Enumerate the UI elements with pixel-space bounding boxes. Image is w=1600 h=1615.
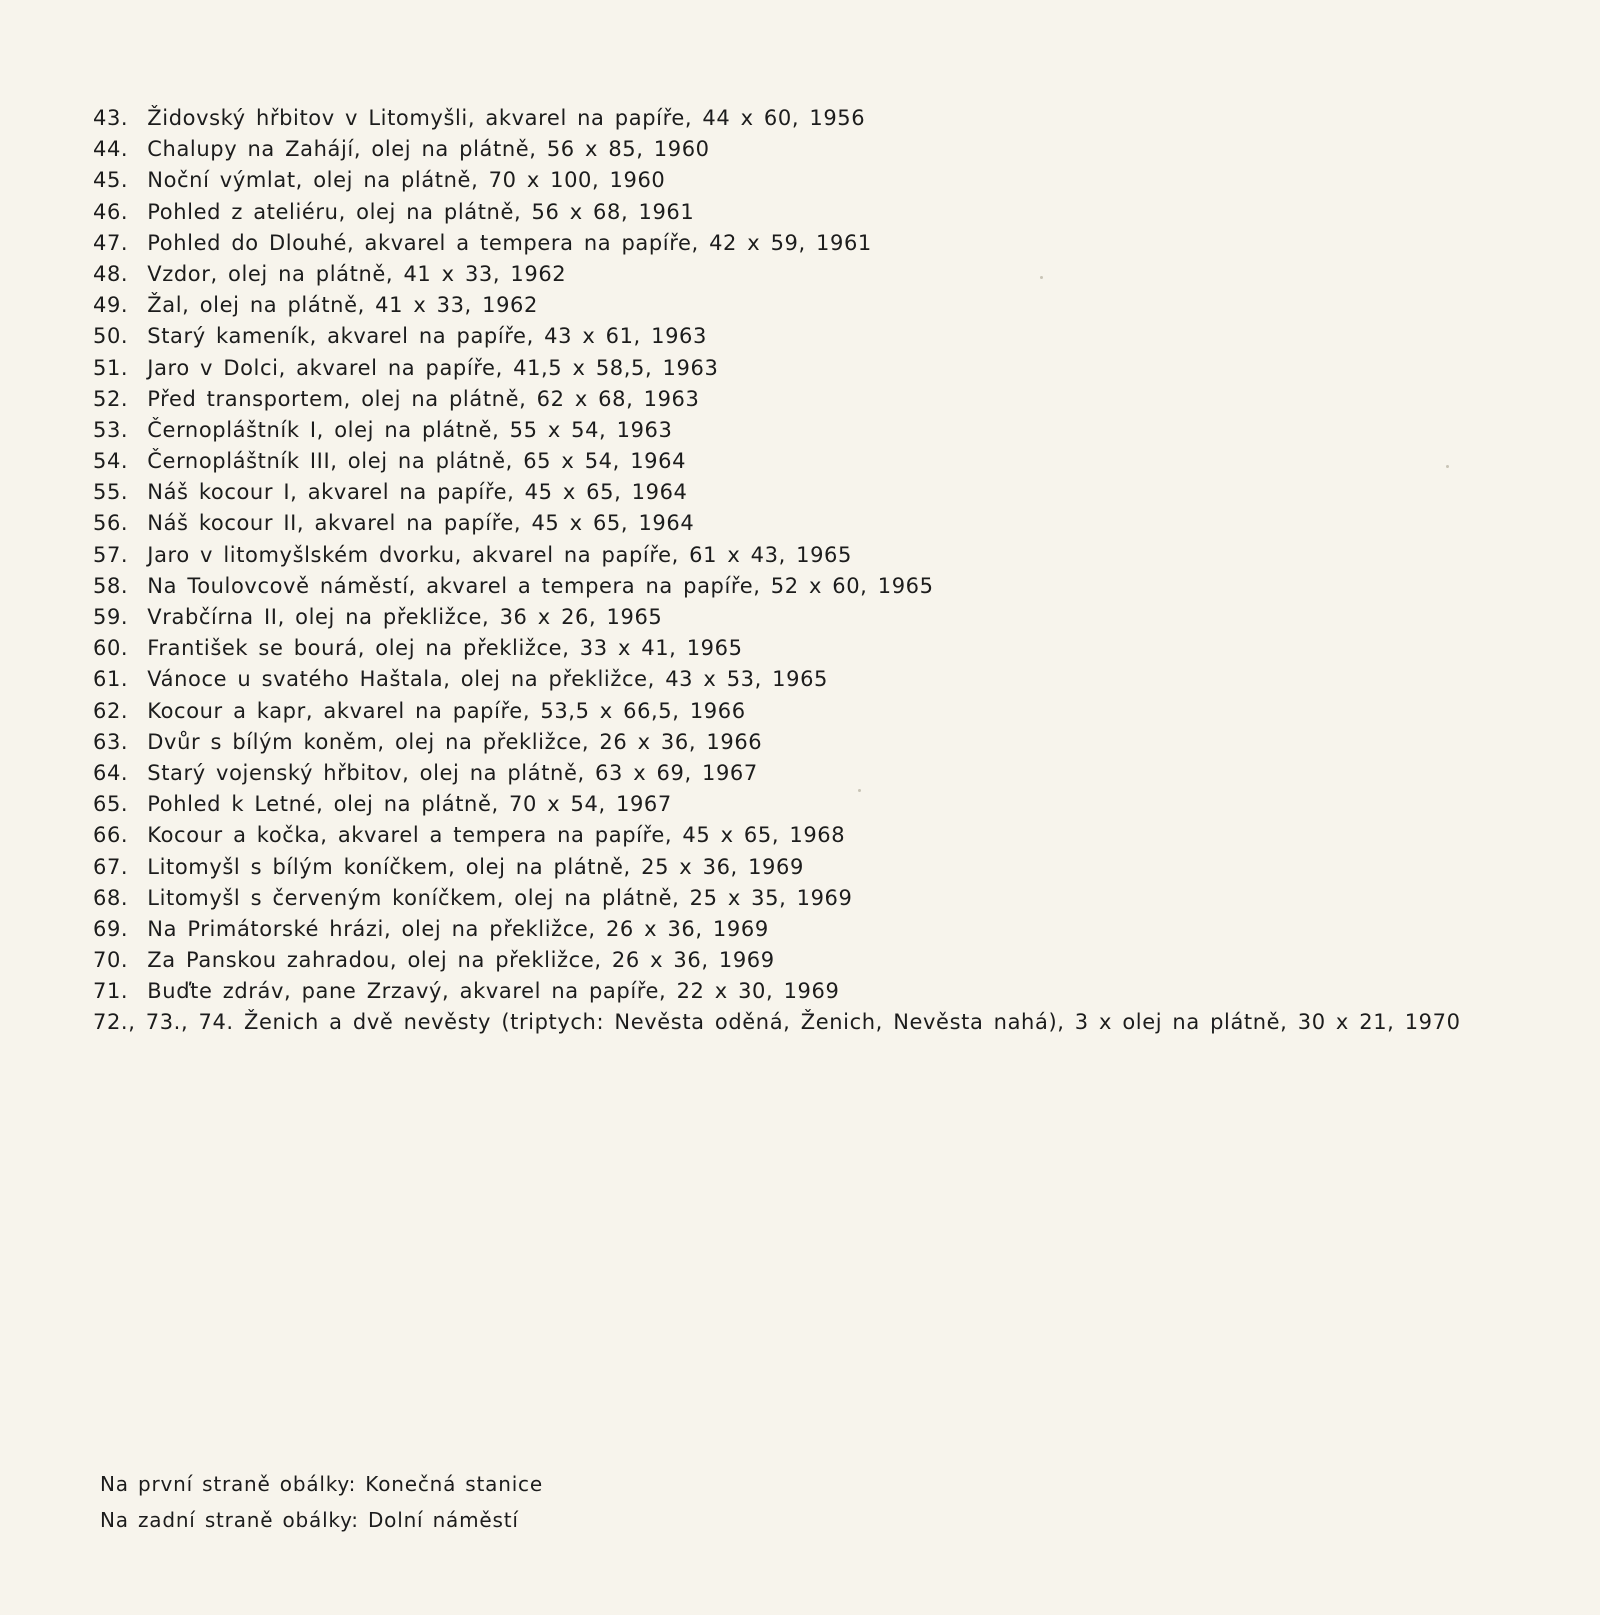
item-number: 57. [93, 542, 129, 567]
item-number: 55. [93, 480, 129, 505]
item-number: 58. [93, 573, 129, 598]
catalog-item [93, 727, 1461, 758]
item-description: Vzdor, olej na plátně, 41 x 33, 1962 [147, 261, 567, 286]
item-number: 59. [93, 605, 129, 629]
item-number: 46. [93, 199, 129, 224]
item-description: Kocour a kočka, akvarel a tempera na papíře, 45 x 65, 1968 [147, 823, 846, 848]
cover-notes [100, 1466, 543, 1538]
item-description: Pohled z ateliéru, olej na plátně, 56 x 68, 1961 [147, 199, 695, 224]
item-description: Na Toulovcově náměstí, akvarel a tempera na papíře, 52 x 60, 1965 [147, 573, 934, 598]
item-number: 53. [93, 417, 129, 442]
catalog-item [93, 477, 1461, 508]
item-number: 50. [93, 324, 129, 349]
item-number: 49. [93, 293, 129, 318]
catalog-item [93, 134, 1461, 165]
artwork-catalog-list [93, 103, 1461, 1039]
item-description: Před transportem, olej na plátně, 62 x 68, 1963 [147, 386, 700, 411]
catalog-item [93, 696, 1461, 727]
catalog-item [93, 820, 1461, 851]
item-number: 72., 73., 74. [93, 1010, 234, 1035]
item-description: Černopláštník III, olej na plátně, 65 x 54, 1964 [147, 449, 687, 474]
catalog-item [93, 103, 1461, 134]
catalog-item [93, 883, 1461, 914]
item-number: 63. [93, 729, 129, 754]
front-cover-note: Na první straně obálky: Konečná stanice [100, 1472, 543, 1496]
item-number: 51. [93, 355, 129, 380]
catalog-item [93, 633, 1461, 664]
item-description: Litomyšl s bílým koníčkem, olej na plátně, 25 x 36, 1969 [147, 854, 804, 879]
catalog-item [93, 384, 1461, 415]
catalog-item [93, 353, 1461, 384]
catalog-item [93, 945, 1461, 976]
catalog-item [93, 571, 1461, 602]
item-number: 61. [93, 667, 129, 692]
catalog-item [93, 758, 1461, 789]
catalog-item [93, 228, 1461, 259]
item-description: Pohled do Dlouhé, akvarel a tempera na papíře, 42 x 59, 1961 [147, 230, 872, 255]
item-number: 48. [93, 261, 129, 286]
item-description: Za Panskou zahradou, olej na překližce, 26 x 36, 1969 [147, 948, 775, 973]
item-number: 71. [93, 979, 129, 1004]
catalog-item [93, 165, 1461, 196]
item-number: 45. [93, 168, 129, 193]
item-description: Náš kocour II, akvarel na papíře, 45 x 65, 1964 [147, 511, 695, 536]
item-description: Litomyšl s červeným koníčkem, olej na plátně, 25 x 35, 1969 [147, 885, 853, 910]
item-number: 67. [93, 854, 129, 879]
item-description: Vrabčírna II, olej na překližce, 36 x 26, 1965 [147, 605, 663, 629]
item-number: 62. [93, 698, 129, 723]
item-number: 56. [93, 511, 129, 536]
catalog-item [93, 664, 1461, 695]
item-number: 65. [93, 792, 129, 817]
item-number: 70. [93, 948, 129, 973]
item-number: 60. [93, 636, 129, 661]
item-description: Na Primátorské hrázi, olej na překližce, 26 x 36, 1969 [147, 916, 769, 941]
item-description: Jaro v Dolci, akvarel na papíře, 41,5 x 58,5, 1963 [147, 355, 719, 380]
catalog-item [93, 415, 1461, 446]
catalog-item [93, 602, 1461, 633]
catalog-item [93, 976, 1461, 1007]
catalog-item [93, 540, 1461, 571]
item-number: 43. [93, 106, 129, 130]
item-description: Starý kameník, akvarel na papíře, 43 x 61, 1963 [147, 324, 707, 349]
catalog-item [93, 197, 1461, 228]
item-description: Žal, olej na plátně, 41 x 33, 1962 [147, 293, 538, 318]
item-description: Ženich a dvě nevěsty (triptych: Nevěsta oděná, Ženich, Nevěsta nahá), 3 x olej na plátně, 30 x 21, 1970 [243, 1010, 1461, 1035]
item-description: Kocour a kapr, akvarel na papíře, 53,5 x 66,5, 1966 [147, 698, 746, 723]
item-description: Buďte zdráv, pane Zrzavý, akvarel na papíře, 22 x 30, 1969 [147, 979, 840, 1004]
item-description: Noční výmlat, olej na plátně, 70 x 100, 1960 [147, 168, 666, 193]
item-description: Židovský hřbitov v Litomyšli, akvarel na papíře, 44 x 60, 1956 [147, 106, 866, 130]
catalog-item [93, 789, 1461, 820]
item-description: Pohled k Letné, olej na plátně, 70 x 54, 1967 [147, 792, 672, 817]
item-number: 66. [93, 823, 129, 848]
item-description: Chalupy na Zahájí, olej na plátně, 56 x 85, 1960 [147, 137, 710, 162]
catalog-item [93, 259, 1461, 290]
item-description: Náš kocour I, akvarel na papíře, 45 x 65, 1964 [147, 480, 688, 505]
catalog-item-triptych [93, 1007, 1461, 1038]
catalog-item [93, 446, 1461, 477]
item-number: 47. [93, 230, 129, 255]
item-number: 64. [93, 760, 129, 785]
item-description: Starý vojenský hřbitov, olej na plátně, 63 x 69, 1967 [147, 760, 758, 785]
item-number: 44. [93, 137, 129, 162]
paper-speck [1446, 465, 1449, 468]
item-description: Černopláštník I, olej na plátně, 55 x 54, 1963 [147, 417, 673, 442]
item-description: Dvůr s bílým koněm, olej na překližce, 26 x 36, 1966 [147, 729, 763, 754]
item-number: 52. [93, 386, 129, 411]
catalog-item [93, 290, 1461, 321]
catalog-item [93, 914, 1461, 945]
item-number: 68. [93, 885, 129, 910]
paper-speck [1040, 276, 1043, 279]
catalog-item [93, 852, 1461, 883]
item-description: František se bourá, olej na překližce, 33 x 41, 1965 [147, 636, 743, 661]
catalog-item [93, 321, 1461, 352]
paper-speck [858, 789, 861, 792]
item-description: Jaro v litomyšlském dvorku, akvarel na papíře, 61 x 43, 1965 [147, 542, 852, 567]
item-number: 69. [93, 916, 129, 941]
back-cover-note: Na zadní straně obálky: Dolní náměstí [100, 1508, 519, 1532]
catalog-item [93, 508, 1461, 539]
item-description: Vánoce u svatého Haštala, olej na překližce, 43 x 53, 1965 [147, 667, 829, 692]
item-number: 54. [93, 449, 129, 474]
